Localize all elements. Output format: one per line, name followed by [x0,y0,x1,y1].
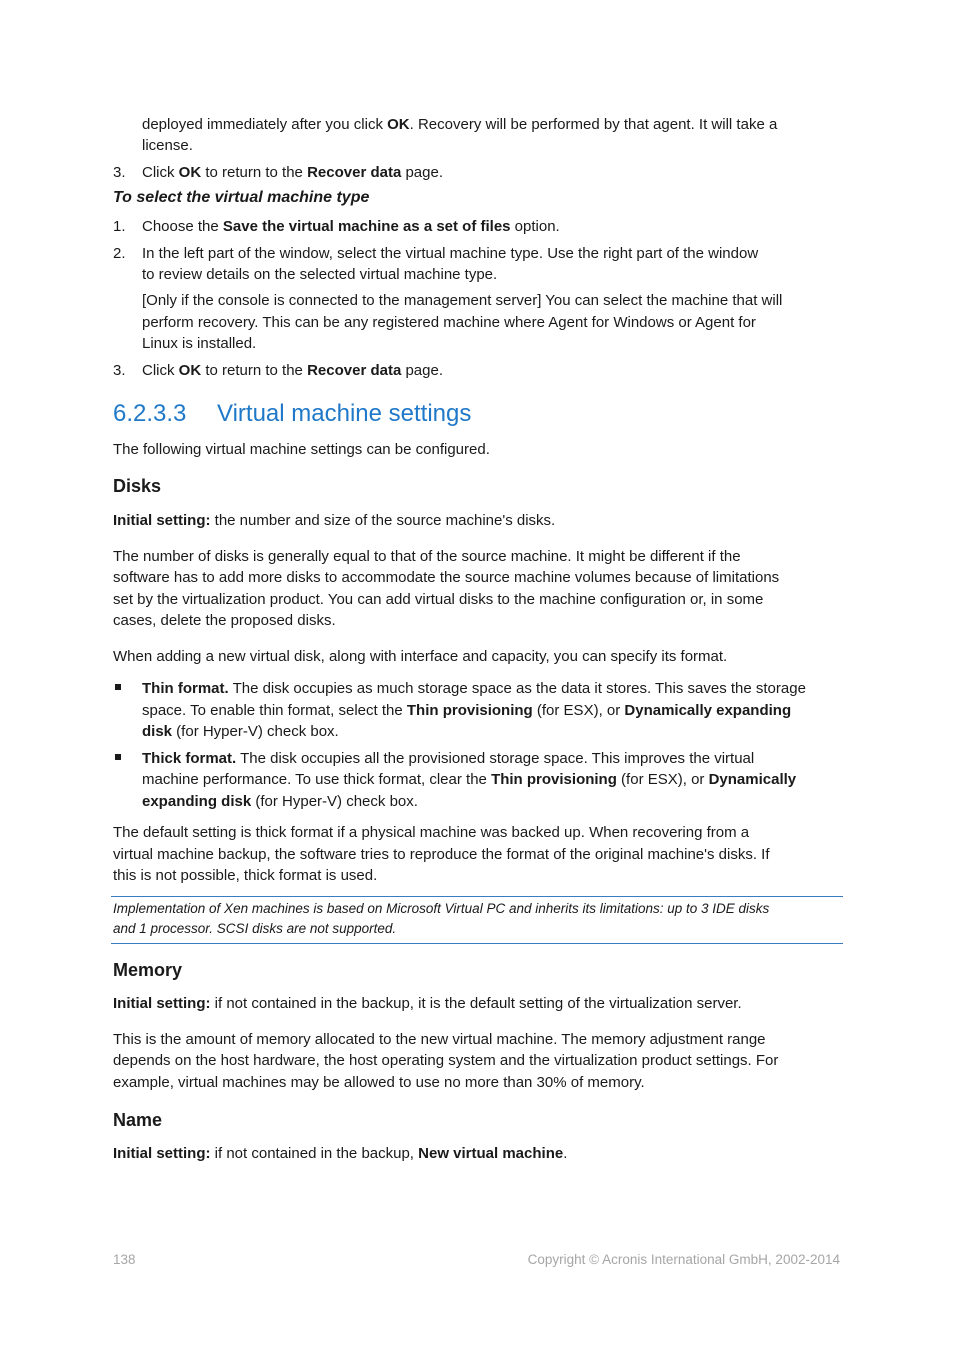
intro-line-2: license. [142,137,193,154]
thick-format-line: machine performance. To use thick format, clear the Thin provisioning (for ESX), or Dynamically [142,771,797,788]
thin-format-line: space. To enable thin format, select the Thin provisioning (for ESX), or Dynamically expanding [142,702,792,719]
bullet-icon [115,754,121,760]
step-number: 2. [113,245,126,262]
step-text: Click OK to return to the Recover data page. [142,362,444,379]
step-note-line: perform recovery. This can be any registered machine where Agent for Windows or Agent for [142,314,756,331]
note-box [111,896,843,944]
disks-initial-setting: Initial setting: the number and size of the source machine's disks. [113,512,556,529]
name-heading: Name [113,1110,163,1130]
step-text: Choose the Save the virtual machine as a set of files option. [142,218,560,235]
thin-format-line: Thin format. The disk occupies as much storage space as the data it stores. This saves the storage [142,680,806,697]
section-title: Virtual machine settings [217,400,472,427]
step-number: 3. [113,362,126,379]
section-heading [113,400,471,428]
step-text: to review details on the selected virtual machine type. [142,266,498,283]
disks-para-2: When adding a new virtual disk, along with interface and capacity, you can specify its format. [113,648,728,665]
thin-format-line: disk (for Hyper-V) check box. [142,723,339,740]
memory-heading: Memory [113,960,183,980]
thick-format-line: Thick format. The disk occupies all the provisioned storage space. This improves the virtual [142,750,755,767]
step-text: Click OK to return to the Recover data page. [142,164,444,181]
memory-initial-setting: Initial setting: if not contained in the backup, it is the default setting of the virtualization server. [113,995,742,1012]
disks-para-3-line: The default setting is thick format if a physical machine was backed up. When recovering from a [113,824,750,841]
disks-heading: Disks [113,476,162,496]
memory-para-line: depends on the host hardware, the host operating system and the virtualization product settings. For [113,1052,779,1069]
section-number: 6.2.3.3 [113,400,187,427]
procedure-title: To select the virtual machine type [113,189,370,206]
step-note-line: Linux is installed. [142,335,257,352]
disks-para-3-line: this is not possible, thick format is used. [113,867,378,884]
disks-para-line: software has to add more disks to accommodate the source machine volumes because of limitations [113,569,780,586]
name-initial-setting: Initial setting: if not contained in the backup, New virtual machine. [113,1145,568,1162]
step-note-line: [Only if the console is connected to the management server] You can select the machine that will [142,292,783,309]
note-line: Implementation of Xen machines is based on Microsoft Virtual PC and inherits its limitations: up to 3 IDE disks [113,901,770,916]
copyright-text: Copyright © Acronis International GmbH, 2002-2014 [527,1252,840,1267]
note-line: and 1 processor. SCSI disks are not supported. [113,921,397,936]
disks-para-line: cases, delete the proposed disks. [113,612,336,629]
step-text: In the left part of the window, select the virtual machine type. Use the right part of the window [142,245,759,262]
disks-para-3-line: virtual machine backup, the software tries to reproduce the format of the original machine's disks. If [113,846,770,863]
page-number: 138 [113,1252,136,1267]
bullet-icon [115,684,121,690]
thick-format-line: expanding disk (for Hyper-V) check box. [142,793,418,810]
step-number: 3. [113,164,126,181]
disks-para-line: The number of disks is generally equal to that of the source machine. It might be different if the [113,548,741,565]
step-number: 1. [113,218,126,235]
memory-para-line: This is the amount of memory allocated to the new virtual machine. The memory adjustment range [113,1031,766,1048]
memory-para-line: example, virtual machines may be allowed to use no more than 30% of memory. [113,1074,645,1091]
intro-line-1: deployed immediately after you click OK. Recovery will be performed by that agent. It will take a [142,116,778,133]
disks-para-line: set by the virtualization product. You can add virtual disks to the machine configuration or, in some [113,591,764,608]
section-intro: The following virtual machine settings can be configured. [113,441,490,458]
